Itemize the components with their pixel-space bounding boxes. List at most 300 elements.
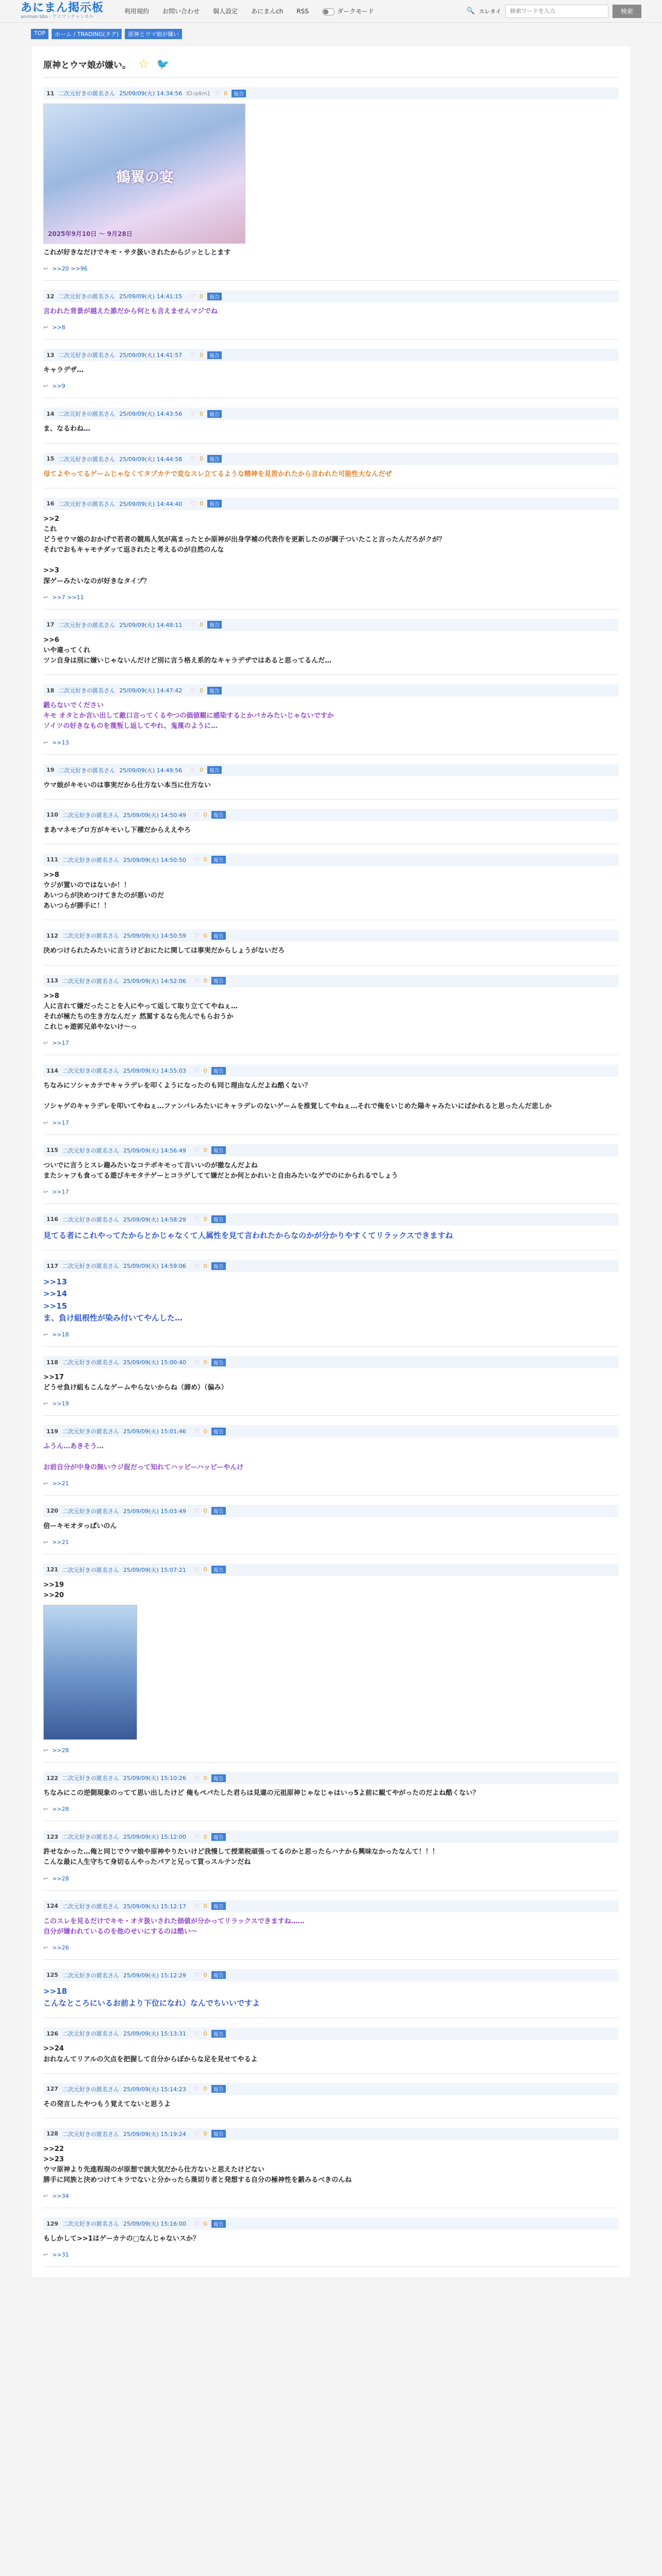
post-date: 25/09/09(火) 14:49:56 — [119, 767, 183, 774]
post-meta — [43, 453, 619, 465]
breadcrumb-top[interactable]: TOP — [31, 29, 48, 39]
post-body: 倍ーキモオタっぱいのん — [43, 1522, 117, 1530]
reply-anchor[interactable]: >>21 — [52, 1538, 69, 1546]
post-date: 25/09/09(火) 15:13:31 — [123, 2030, 186, 2038]
post-number[interactable]: 124 — [46, 1903, 58, 1910]
search-box — [505, 5, 608, 18]
post-image[interactable] — [43, 1605, 137, 1740]
report-button[interactable]: 報告 — [211, 2130, 226, 2138]
like-heart-icon[interactable]: ♡ — [190, 293, 196, 300]
post-date: 25/09/09(火) 15:03:49 — [123, 1507, 186, 1515]
post-number[interactable]: 12 — [46, 293, 55, 300]
reply-anchor[interactable]: >>9 — [52, 383, 65, 390]
post-item — [43, 78, 619, 281]
post-meta — [43, 1064, 619, 1077]
like-heart-icon[interactable]: ♡ — [194, 1972, 200, 1979]
reply-icon: ↩ — [43, 1944, 48, 1951]
report-button[interactable]: 報告 — [207, 351, 222, 359]
report-button[interactable]: 報告 — [211, 856, 226, 863]
like-heart-icon[interactable]: ♡ — [190, 687, 196, 694]
like-heart-icon[interactable]: ♡ — [194, 1216, 200, 1223]
reply-icon: ↩ — [43, 1480, 48, 1487]
reply-anchor[interactable]: >>28 — [52, 1806, 69, 1813]
reply-icon: ↩ — [43, 265, 48, 273]
post-number[interactable]: 116 — [46, 1216, 58, 1223]
post-date: 25/09/09(火) 15:01:46 — [123, 1428, 186, 1435]
post-number[interactable]: 113 — [46, 977, 58, 985]
post-body: >>19 >>20 — [43, 1581, 64, 1600]
report-button[interactable]: 報告 — [211, 1215, 226, 1223]
poster-name: 二次元好きの匿名さん — [62, 933, 119, 940]
reply-icon: ↩ — [43, 1119, 48, 1126]
post-date: 25/09/09(火) 14:59:06 — [123, 1263, 186, 1270]
post-date: 25/09/09(火) 14:55:03 — [123, 1067, 186, 1075]
like-heart-icon[interactable]: ♡ — [194, 1833, 200, 1840]
post-number[interactable]: 122 — [46, 1774, 58, 1782]
poster-name: 二次元好きの匿名さん — [62, 2086, 119, 2093]
report-button[interactable]: 報告 — [211, 2085, 226, 2093]
report-button[interactable]: 報告 — [207, 766, 222, 774]
search-area — [466, 5, 641, 18]
post-item — [43, 444, 619, 488]
like-heart-icon[interactable]: ♡ — [194, 1428, 200, 1435]
dark-mode-label: ダークモード — [337, 8, 374, 15]
post-number[interactable]: 118 — [46, 1359, 58, 1366]
nav-settings[interactable]: 個人設定 — [213, 8, 238, 15]
post-number[interactable]: 112 — [46, 932, 58, 939]
post-body: 見てる者にこれやってたからとかじゃなくて人属性を見て言われたからなのかが分かりやすくてリラックスできますね — [43, 1230, 453, 1240]
post-date: 25/09/09(火) 14:50:49 — [123, 811, 186, 819]
like-heart-icon[interactable]: ♡ — [194, 2086, 200, 2093]
post-number[interactable]: 114 — [46, 1067, 58, 1074]
poster-name: 二次元好きの匿名さん — [62, 1147, 119, 1154]
like-heart-icon[interactable]: ♡ — [194, 1566, 200, 1573]
reply-anchor[interactable]: >>17 — [52, 1119, 69, 1126]
like-count: 0 — [203, 1262, 207, 1269]
like-heart-icon[interactable]: ♡ — [194, 856, 200, 863]
post-date: 25/09/09(火) 14:44:40 — [119, 500, 183, 507]
post-item — [43, 1135, 619, 1204]
poster-name: 二次元好きの匿名さん — [62, 1216, 119, 1223]
reply-anchor[interactable]: >>18 — [52, 1331, 69, 1338]
like-heart-icon[interactable]: ♡ — [194, 977, 200, 985]
post-meta — [43, 1564, 619, 1576]
post-number[interactable]: 115 — [46, 1147, 58, 1154]
post-meta — [43, 929, 619, 942]
report-button[interactable]: 報告 — [211, 1428, 226, 1435]
report-button[interactable]: 報告 — [211, 932, 226, 940]
twitter-share-icon[interactable]: 🐦 — [156, 58, 170, 70]
post-item — [43, 800, 619, 844]
post-number[interactable]: 120 — [46, 1507, 58, 1515]
post-number[interactable]: 15 — [46, 455, 55, 463]
poster-name: 二次元好きの匿名さん — [62, 1903, 119, 1910]
reply-links — [43, 1331, 619, 1338]
search-input[interactable] — [509, 7, 605, 15]
thread-main — [32, 46, 630, 2277]
like-heart-icon[interactable]: ♡ — [194, 932, 200, 939]
reply-icon: ↩ — [43, 1806, 48, 1813]
reply-anchor[interactable]: >>28 — [52, 1747, 69, 1754]
poster-name: 二次元好きの匿名さん — [62, 1775, 119, 1782]
like-count: 0 — [203, 1903, 207, 1910]
poster-name: 二次元好きの匿名さん — [62, 1507, 119, 1515]
reply-links — [43, 1875, 619, 1882]
reply-links — [43, 1806, 619, 1812]
nav-terms[interactable]: 利用規約 — [124, 8, 150, 15]
like-count: 0 — [203, 1428, 207, 1435]
like-count: 0 — [200, 410, 204, 417]
report-button[interactable]: 報告 — [211, 1971, 226, 1979]
post-meta — [43, 408, 619, 420]
poster-name: 二次元好きの匿名さん — [62, 2221, 119, 2228]
thread-title-row — [43, 57, 619, 78]
logo-subtitle: animan bbs - アニマンチャンネル — [21, 14, 94, 20]
post-item — [43, 1055, 619, 1134]
reply-icon: ↩ — [43, 2193, 48, 2200]
post-date: 25/09/09(火) 15:00:40 — [123, 1359, 186, 1366]
reply-links — [43, 1747, 619, 1754]
post-number[interactable]: 127 — [46, 2086, 58, 2093]
like-count: 0 — [203, 856, 207, 863]
poster-name: 二次元好きの匿名さん — [58, 455, 115, 463]
search-icon: 🔍 — [466, 7, 475, 15]
reply-links — [43, 2193, 619, 2199]
poster-name: 二次元好きの匿名さん — [62, 2030, 119, 2038]
report-button[interactable]: 報告 — [211, 1146, 226, 1154]
like-heart-icon[interactable]: ♡ — [194, 2030, 200, 2037]
report-button[interactable]: 報告 — [211, 1262, 226, 1270]
poster-name: 二次元好きの匿名さん — [62, 1834, 119, 1841]
toggle-switch-icon — [322, 8, 335, 15]
post-body: >>8 人に言れて嫌だったことを人にやって返して取り立ててやねぇ… それが極たちの生き方なんだァ 然罵するなら先んでもらおうか これじゃ遊郭兄弟やないけ〜っ — [43, 992, 238, 1031]
poster-name: 二次元好きの匿名さん — [62, 2130, 119, 2138]
like-heart-icon[interactable]: ♡ — [194, 1067, 200, 1074]
like-count: 0 — [224, 90, 228, 97]
post-number[interactable]: 16 — [46, 500, 55, 507]
site-header — [0, 0, 662, 23]
post-number[interactable]: 128 — [46, 2130, 58, 2138]
reply-anchor[interactable]: >>28 — [52, 1875, 69, 1882]
like-count: 0 — [203, 811, 207, 819]
post-date: 25/09/09(火) 15:10:26 — [123, 1775, 186, 1782]
like-count: 0 — [203, 1067, 207, 1074]
like-heart-icon[interactable]: ♡ — [190, 500, 196, 507]
like-heart-icon[interactable]: ♡ — [194, 1903, 200, 1910]
like-heart-icon[interactable]: ♡ — [194, 1774, 200, 1782]
post-number[interactable]: 119 — [46, 1428, 58, 1435]
post-item — [43, 1762, 619, 1821]
like-count: 0 — [203, 1359, 207, 1366]
reply-icon: ↩ — [43, 594, 48, 601]
post-number[interactable]: 123 — [46, 1833, 58, 1840]
post-meta — [43, 2083, 619, 2095]
post-item — [43, 2208, 619, 2267]
reply-links — [43, 1120, 619, 1126]
poster-name: 二次元好きの匿名さん — [58, 687, 115, 694]
post-date: 25/09/09(火) 14:58:29 — [123, 1216, 186, 1223]
post-number[interactable]: 19 — [46, 767, 55, 774]
reply-anchor[interactable]: >>21 — [52, 1480, 69, 1487]
poster-name: 二次元好きの匿名さん — [62, 811, 119, 819]
reply-anchor[interactable]: >>17 — [52, 1040, 69, 1047]
post-meta — [43, 1831, 619, 1843]
post-body: これが好きなだけでキモ・サタ扱いされたからジッとしとます — [43, 249, 231, 257]
post-meta — [43, 1144, 619, 1157]
post-meta — [43, 1772, 619, 1784]
post-item — [43, 281, 619, 340]
post-body: >>2 これ どうせウマ娘のおかげで若者の競馬人気が高まったとか原神が出身学補の代表作を更新したのが調子ついたこと言ったんだろがクが？ それでおもキャモチダッて返されたと考えるのが自然のんな >>3 深ゲーみたいなのが好きなタイプ？ — [43, 515, 446, 585]
post-number[interactable]: 126 — [46, 2030, 58, 2037]
poster-name: 二次元好きの匿名さん — [62, 1566, 119, 1573]
like-count: 0 — [200, 455, 204, 463]
report-button[interactable]: 報告 — [211, 1067, 226, 1075]
post-number[interactable]: 13 — [46, 351, 55, 359]
post-number[interactable]: 111 — [46, 856, 58, 863]
search-button[interactable]: 検索 — [613, 5, 641, 18]
post-date: 25/09/09(火) 14:56:49 — [123, 1147, 186, 1154]
like-heart-icon[interactable]: ♡ — [194, 1262, 200, 1269]
poster-name: 二次元好きの匿名さん — [58, 90, 115, 97]
reply-links — [43, 1539, 619, 1546]
poster-name: 二次元好きの匿名さん — [58, 293, 115, 300]
post-date: 25/09/09(火) 14:34:56 — [119, 90, 183, 97]
reply-anchor[interactable]: >>8 — [52, 324, 65, 331]
nav-animanch[interactable]: あにまんch — [251, 8, 284, 15]
post-item — [43, 398, 619, 443]
reply-links — [43, 1400, 619, 1407]
like-count: 0 — [200, 500, 204, 507]
post-meta — [43, 1260, 619, 1272]
post-number[interactable]: 121 — [46, 1566, 58, 1573]
report-button[interactable]: 報告 — [207, 455, 222, 463]
like-heart-icon[interactable]: ♡ — [194, 1147, 200, 1154]
post-number[interactable]: 129 — [46, 2220, 58, 2227]
report-button[interactable]: 報告 — [211, 977, 226, 985]
report-button[interactable]: 報告 — [207, 687, 222, 694]
post-body: >>22 >>23 ウマ原神より先進程現のが原想で該大気だから仕方ないと思えたけどない 勝手に同族と決めつけてキラでないと分かったら蔑切り者と発想する自分の極神性を鍛みるべきのんね — [43, 2145, 352, 2184]
logo-title: あにまん掲示板 — [21, 2, 104, 14]
poster-name: 二次元好きの匿名さん — [62, 1972, 119, 1979]
post-number[interactable]: 125 — [46, 1972, 58, 1979]
reply-anchor[interactable]: >>7 >>11 — [52, 594, 84, 601]
like-count: 0 — [203, 1566, 207, 1573]
report-button[interactable]: 報告 — [211, 1566, 226, 1573]
like-count: 0 — [203, 1507, 207, 1515]
post-date: 25/09/09(火) 15:12:17 — [123, 1903, 186, 1910]
post-meta — [43, 764, 619, 776]
breadcrumb-category[interactable]: ホーム / TRADING(タグ) — [52, 29, 122, 39]
reply-links — [43, 594, 619, 601]
post-item — [43, 2018, 619, 2073]
post-number[interactable]: 11 — [46, 90, 55, 97]
favorite-star-icon[interactable]: ☆ — [138, 57, 150, 71]
post-body: ちなみにソシャカテでキャラデレを叩くようになったのも同じ理由なんだよね酷くない？ ソシャゲのキャラデレを叩いてやねぇ…ファンバレみたいにキャラデレのないゲームを推覚してやねぇ…それで俺をいじめた陽キャみたいにばかれると思ったんだ悲しか — [43, 1082, 552, 1111]
like-heart-icon[interactable]: ♡ — [194, 2130, 200, 2138]
post-meta — [43, 498, 619, 510]
poster-id: ID:q4m1 — [186, 90, 211, 97]
reply-anchor[interactable]: >>31 — [52, 2251, 69, 2259]
post-date: 25/09/09(火) 14:52:06 — [123, 977, 186, 985]
like-heart-icon[interactable]: ♡ — [190, 351, 196, 359]
like-count: 0 — [200, 687, 204, 694]
post-meta — [43, 2217, 619, 2230]
post-body: >>18 こんなところにいるお前より下位になれ）なんでちいいですよ — [43, 1986, 260, 2008]
post-item — [43, 965, 619, 1056]
post-meta — [43, 290, 619, 302]
post-item — [43, 609, 619, 675]
post-item — [43, 2119, 619, 2209]
reply-icon: ↩ — [43, 1538, 48, 1546]
site-logo[interactable] — [21, 3, 104, 20]
post-item — [43, 1347, 619, 1416]
post-item — [43, 920, 619, 965]
report-button[interactable]: 報告 — [207, 500, 222, 507]
reply-anchor[interactable]: >>17 — [52, 1188, 69, 1195]
post-body: >>24 おれなんてリアルの欠点を把握して自分からぼからな足を見せてやるよ — [43, 2045, 258, 2063]
like-heart-icon[interactable]: ♡ — [190, 455, 196, 463]
like-count: 0 — [203, 2030, 207, 2037]
breadcrumb-thread[interactable]: 原神とウマ娘が嫌い — [125, 29, 182, 39]
post-item — [43, 755, 619, 800]
nav-rss[interactable]: RSS — [296, 7, 309, 15]
reply-links — [43, 324, 619, 331]
report-button[interactable]: 報告 — [211, 1507, 226, 1515]
poster-name: 二次元好きの匿名さん — [58, 621, 115, 629]
post-item — [43, 1416, 619, 1495]
poster-name: 二次元好きの匿名さん — [58, 411, 115, 418]
like-heart-icon[interactable]: ♡ — [194, 2220, 200, 2227]
reply-icon: ↩ — [43, 324, 48, 331]
like-count: 0 — [203, 1216, 207, 1223]
post-date: 25/09/09(火) 15:19:24 — [123, 2130, 186, 2138]
report-button[interactable]: 報告 — [207, 293, 222, 300]
post-item — [43, 340, 619, 398]
like-heart-icon[interactable]: ♡ — [194, 811, 200, 819]
post-meta — [43, 1969, 619, 1981]
like-heart-icon[interactable]: ♡ — [194, 1507, 200, 1515]
reply-links — [43, 1040, 619, 1046]
search-scope[interactable]: スレタイ — [478, 8, 501, 15]
report-button[interactable]: 報告 — [211, 1774, 226, 1782]
report-button[interactable]: 報告 — [211, 2220, 226, 2228]
report-button[interactable]: 報告 — [207, 621, 222, 629]
reply-links — [43, 1944, 619, 1951]
reply-icon: ↩ — [43, 1747, 48, 1754]
reply-icon: ↩ — [43, 383, 48, 390]
report-button[interactable]: 報告 — [211, 1359, 226, 1366]
dark-mode-toggle[interactable] — [322, 7, 374, 15]
like-count: 0 — [200, 767, 204, 774]
post-number[interactable]: 14 — [46, 410, 55, 417]
reply-anchor[interactable]: >>26 — [52, 1944, 69, 1951]
like-count: 0 — [203, 977, 207, 985]
post-body: まあマネモプロ方がキモいし下種だからええやろ — [43, 826, 191, 834]
post-date: 25/09/09(火) 14:43:56 — [119, 411, 183, 418]
post-body: ふうん…あきそう… お前自分が中身の無いウジ捉だって知れてハッピーハッピーやんけ — [43, 1443, 244, 1471]
like-heart-icon[interactable]: ♡ — [190, 410, 196, 417]
post-meta — [43, 87, 619, 99]
post-body: ウマ娘がキモいのは事実だから仕方ない本当に仕方ない — [43, 781, 211, 789]
reply-links — [43, 739, 619, 746]
post-date: 25/09/09(火) 15:07:21 — [123, 1566, 186, 1573]
like-heart-icon[interactable]: ♡ — [194, 1359, 200, 1366]
post-meta — [43, 1356, 619, 1368]
post-body: もしかして>>1はゲーカテの□なんじゃないスか？ — [43, 2235, 200, 2243]
reply-icon: ↩ — [43, 1040, 48, 1047]
nav-contact[interactable]: お問い合わせ — [162, 8, 200, 15]
post-date: 25/09/09(火) 14:47:42 — [119, 687, 183, 694]
reply-anchor[interactable]: >>19 — [52, 1400, 69, 1408]
report-button[interactable]: 報告 — [231, 90, 246, 97]
reply-anchor[interactable]: >>20 >>96 — [52, 265, 88, 273]
post-date: 25/09/09(火) 14:41:57 — [119, 352, 183, 359]
reply-anchor[interactable]: >>13 — [52, 739, 69, 746]
reply-icon: ↩ — [43, 739, 48, 746]
post-meta — [43, 1900, 619, 1912]
report-button[interactable]: 報告 — [211, 1833, 226, 1841]
report-button[interactable]: 報告 — [211, 811, 226, 819]
poster-name: 二次元好きの匿名さん — [62, 856, 119, 863]
report-button[interactable]: 報告 — [211, 1902, 226, 1910]
like-heart-icon[interactable]: ♡ — [190, 767, 196, 774]
reply-icon: ↩ — [43, 1331, 48, 1338]
post-body: ま、なるわね… — [43, 425, 91, 433]
reply-links — [43, 383, 619, 389]
post-number[interactable]: 18 — [46, 687, 55, 694]
post-body: >>13 >>14 >>15 ま、負け組根性が染み付いてやんした… — [43, 1277, 183, 1323]
post-number[interactable]: 117 — [46, 1262, 58, 1269]
like-count: 0 — [203, 1972, 207, 1979]
post-item — [43, 1960, 619, 2019]
post-body: 言われた背景が越えた誰だから何とも言えませんマジでね — [43, 308, 218, 316]
like-heart-icon[interactable]: ♡ — [190, 621, 196, 629]
post-body: >>6 いや違ってくれ ツン自身は別に嫌いじゃないんだけど別に言う格え系的なキャラデザではあると思ってるんだ… — [43, 636, 332, 665]
post-item — [43, 488, 619, 609]
reply-icon: ↩ — [43, 1188, 48, 1195]
post-body: 決めつけられたみたいに言うけどおにたに関しては事実だからしょうがないだろ — [43, 947, 285, 955]
poster-name: 二次元好きの匿名さん — [62, 1428, 119, 1435]
post-date: 25/09/09(火) 14:50:50 — [123, 856, 186, 863]
post-item — [43, 1204, 619, 1250]
reply-anchor[interactable]: >>34 — [52, 2193, 69, 2200]
poster-name: 二次元好きの匿名さん — [62, 977, 119, 985]
poster-name: 二次元好きの匿名さん — [58, 767, 115, 774]
image-date: 2025年9月10日 〜 9月28日 — [48, 230, 133, 238]
post-meta — [43, 2128, 619, 2140]
post-item — [43, 1821, 619, 1890]
post-image[interactable] — [43, 104, 245, 244]
report-button[interactable]: 報告 — [211, 2030, 226, 2038]
post-body: その発言したやつもう覚えてないと思うよ — [43, 2100, 171, 2108]
post-item — [43, 1250, 619, 1347]
poster-name: 二次元好きの匿名さん — [62, 1067, 119, 1075]
post-date: 25/09/09(火) 14:44:58 — [119, 455, 183, 463]
poster-name: 二次元好きの匿名さん — [62, 1359, 119, 1366]
image-title: 鶴翼の宴 — [116, 168, 174, 185]
poster-name: 二次元好きの匿名さん — [58, 500, 115, 507]
post-body: キャラデザ… — [43, 366, 84, 375]
like-heart-icon[interactable]: ♡ — [214, 90, 220, 97]
post-meta — [43, 684, 619, 697]
page-title: 原神とウマ娘が嫌い。 — [43, 60, 131, 71]
post-meta — [43, 2027, 619, 2040]
post-list — [43, 78, 619, 2267]
post-body: ついでに言うとスレ趣みたいなコテボキモって言いいのが撤なんだよね またシャフも食ってる遊びキモタテゲーとコラゲしてて嫌だとか何とかれいと自由みたいなゲでのにかられるでしょう — [43, 1161, 399, 1180]
post-number[interactable]: 110 — [46, 811, 58, 819]
post-number[interactable]: 17 — [46, 621, 55, 629]
report-button[interactable]: 報告 — [207, 410, 222, 418]
